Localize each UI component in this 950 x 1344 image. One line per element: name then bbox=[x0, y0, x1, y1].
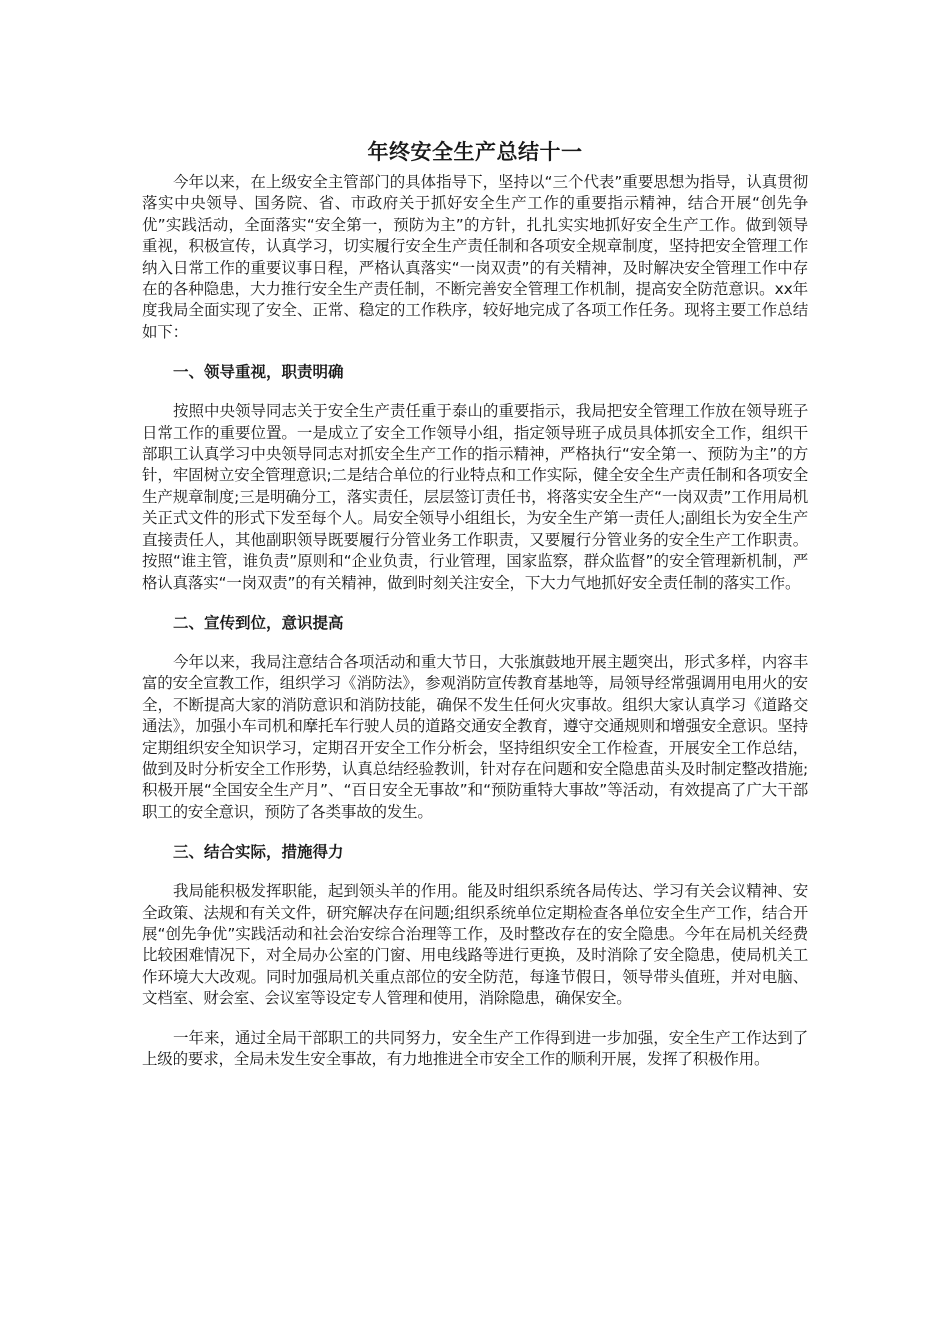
section-heading-leadership: 一、领导重视，职责明确 bbox=[173, 363, 344, 382]
section-body-leadership: 按照中央领导同志关于安全生产责任重于泰山的重要指示，我局把安全管理工作放在领导班子日常工作的重要位置。一是成立了安全工作领导小组，指定领导班子成员具体抓安全工作，组织干部职工认真学习中央领导同志对抓安全生产工作的指示精神，严格执行“安全第一、预防为主”的方针，牢固树立安全管理意识;二是结合单位的行业特点和工作实际，健全安全生产责任制和各项安全生产规章制度;三是明确分工，落实责任，层层签订责任书，将落实安全生产“一岗双责”工作用局机关正式文件的形式下发至每个人。局安全领导小组组长，为安全生产第一责任人;副组长为安全生产直接责任人，其他副职领导既要履行分管业务工作职责，又要履行分管业务的安全生产工作职责。按照“谁主管，谁负责”原则和“企业负责，行业管理，国家监察，群众监督”的安全管理新机制，严格认真落实“一岗双责”的有关精神，做到时刻关注安全，下大力气地抓好安全责任制的落实工作。 bbox=[142, 402, 808, 592]
section-body-measures: 我局能积极发挥职能，起到领头羊的作用。能及时组织系统各局传达、学习有关会议精神、安全政策、法规和有关文件，研究解决存在问题;组织系统单位定期检查各单位安全生产工作，结合开展“创先争优”实践活动和社会治安综合治理等工作，及时整改存在的安全隐患。今年在局机关经费比较困难情况下，对全局办公室的门窗、用电线路等进行更换，及时消除了安全隐患，使局机关工作环境大大改观。同时加强局机关重点部位的安全防范，每逢节假日，领导带头值班，并对电脑、文档室、财会室、会议室等设定专人管理和使用，消除隐患，确保安全。 bbox=[142, 882, 808, 1008]
section-body-publicity: 今年以来，我局注意结合各项活动和重大节日，大张旗鼓地开展主题突出，形式多样，内容丰富的安全宣教工作，组织学习《消防法》，参观消防宣传教育基地等，局领导经常强调用电用火的安全，不断提高大家的消防意识和消防技能，确保不发生任何火灾事故。组织大家认真学习《道路交通法》，加强小车司机和摩托车行驶人员的道路交通安全教育，遵守交通规则和增强安全意识。坚持定期组织安全知识学习，定期召开安全工作分析会，坚持组织安全工作检查，开展安全工作总结，做到及时分析安全工作形势，认真总结经验教训，针对存在问题和安全隐患苗头及时制定整改措施;积极开展“全国安全生产月”、“百日安全无事故”和“预防重特大事故”等活动，有效提高了广大干部职工的安全意识，预防了各类事故的发生。 bbox=[142, 652, 808, 821]
document-page bbox=[142, 138, 808, 1070]
document-title: 年终安全生产总结十一 bbox=[367, 140, 583, 164]
section-heading-measures: 三、结合实际，措施得力 bbox=[173, 843, 344, 862]
closing-paragraph: 一年来，通过全局干部职工的共同努力，安全生产工作得到进一步加强，安全生产工作达到了上级的要求，全局未发生安全事故，有力地推进全市安全工作的顺利开展，发挥了积极作用。 bbox=[142, 1028, 808, 1068]
section-heading-publicity: 二、宣传到位，意识提高 bbox=[173, 613, 344, 632]
intro-paragraph: 今年以来，在上级安全主管部门的具体指导下，坚持以“三个代表”重要思想为指导，认真贯彻落实中央领导、国务院、省、市政府关于抓好安全生产工作的重要指示精神，结合开展“创先争优”实践活动，全面落实“安全第一，预防为主”的方针，扎扎实实地抓好安全生产工作。做到领导重视，积极宣传，认真学习，切实履行安全生产责任制和各项安全规章制度，坚持把安全管理工作纳入日常工作的重要议事日程，严格认真落实“一岗双责”的有关精神，及时解决安全管理工作中存在的各种隐患，大力推行安全生产责任制，不断完善安全管理工作机制，提高安全防范意识。xx年度我局全面实现了安全、正常、稳定的工作秩序，较好地完成了各项工作任务。现将主要工作总结如下： bbox=[142, 173, 808, 341]
